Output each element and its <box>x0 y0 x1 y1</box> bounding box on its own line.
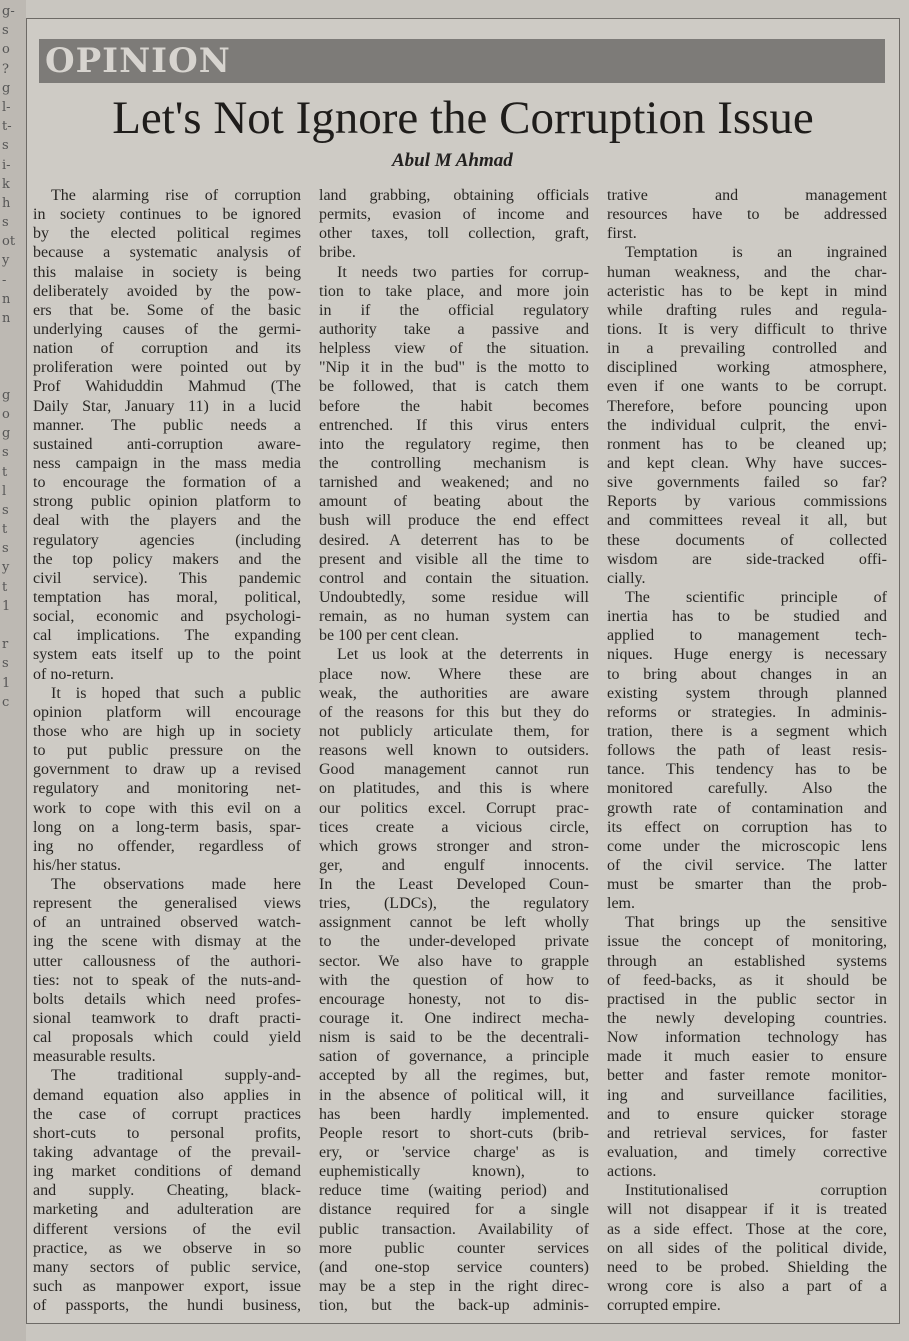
margin-fragment-line: y <box>2 253 10 269</box>
margin-fragment-line: o <box>2 42 10 58</box>
margin-fragment-line: g <box>2 426 11 442</box>
article-line: must be smarter than the prob- <box>607 876 887 894</box>
article-line: tarnished and weakened; and no <box>319 474 589 492</box>
article-line: marketing and adulteration are <box>33 1201 301 1219</box>
article-line: permits, evasion of income and <box>319 206 589 224</box>
article-line: of an untrained observed watch- <box>33 914 301 932</box>
article-line: bribe. <box>319 244 356 262</box>
article-line: proliferation were pointed out by <box>33 359 301 377</box>
article-line: and supply. Cheating, black- <box>33 1182 301 1200</box>
margin-fragment-line: s <box>2 656 9 672</box>
article-line: control and contain the situation. <box>319 569 589 587</box>
margin-fragment-line: s <box>2 138 9 154</box>
byline: Abul M Ahmad <box>392 150 513 171</box>
article-line: need to be probed. Shielding the <box>607 1258 887 1276</box>
article-line: different versions of the evil <box>33 1220 301 1238</box>
article-line: to the under-developed private <box>319 933 589 951</box>
article-line: weak, the authorities are aware <box>319 684 589 702</box>
article-line: tions. It is very difficult to thrive <box>607 320 887 338</box>
article-line: deal with the players and the <box>33 512 301 530</box>
article-line: demand equation also applies in <box>33 1086 301 1104</box>
article-line: his/her status. <box>33 856 121 874</box>
article-line: the case of corrupt practices <box>33 1105 301 1123</box>
article-line: Institutionalised corruption <box>625 1182 887 1200</box>
article-line: disciplined working atmosphere, <box>607 359 887 377</box>
margin-fragment-line: 1 <box>2 675 11 691</box>
article-line: may be a step in the right direc- <box>319 1278 589 1296</box>
article-line: tion to take place, and more join <box>319 282 589 300</box>
article-line: to bring about changes in an <box>607 665 887 683</box>
article-line: ger, and engulf innocents. <box>319 856 589 874</box>
article-line: long on a long-term basis, spar- <box>33 818 301 836</box>
article-line: while drafting rules and regula- <box>607 301 887 319</box>
article-line: be 100 per cent clean. <box>319 627 459 645</box>
article-line: sional teamwork to draft practi- <box>33 1010 301 1028</box>
article-column-3 <box>607 186 887 1326</box>
article-line: cal implications. The expanding <box>33 627 301 645</box>
article-line: the controlling mechanism is <box>319 454 589 472</box>
article-line: by the elected political regimes <box>33 225 301 243</box>
article-line: applied to management tech- <box>607 627 887 645</box>
article-line: tries, (LDCs), the regulatory <box>319 895 589 913</box>
article-line: first. <box>607 225 637 243</box>
article-line: because a systematic analysis of <box>33 244 301 262</box>
article-line: better and faster remote monitor- <box>607 1067 887 1085</box>
article-line: the individual culprit, the envi- <box>607 416 887 434</box>
margin-fragment-line: n <box>2 311 11 326</box>
article-line: Undoubtedly, some residue will <box>319 588 589 606</box>
article-line: the newly developing countries. <box>607 1010 887 1028</box>
article-line: represent the generalised views <box>33 895 301 913</box>
article-line: nism is said to be the decentrali- <box>319 1029 589 1047</box>
article-line: Daily Star, January 11) in a lucid <box>33 397 301 415</box>
article-frame <box>26 18 900 1324</box>
article-line: underlying causes of the germi- <box>33 320 301 338</box>
margin-fragment-line: k <box>2 176 10 192</box>
article-line: encourage honesty, not to dis- <box>319 990 589 1008</box>
article-line: authority take a passive and <box>319 320 589 338</box>
margin-fragment-line: t <box>2 522 8 538</box>
article-line: will not disappear if it is treated <box>607 1201 887 1219</box>
article-line: ties: not to speak of the nuts-and- <box>33 971 301 989</box>
margin-fragment-line: h <box>2 195 11 211</box>
article-line: sation of governance, a principle <box>319 1048 589 1066</box>
article-line: Temptation is an ingrained <box>625 244 887 262</box>
margin-fragment-line <box>0 367 26 386</box>
article-line: on all sides of the political divide, <box>607 1239 887 1257</box>
article-line: social, economic and psychologi- <box>33 608 301 626</box>
margin-fragment-line: s <box>2 23 9 39</box>
article-line: In the Least Developed Coun- <box>319 876 589 894</box>
left-margin-fragment <box>0 0 26 1341</box>
article-line: helpless view of the situation. <box>319 340 589 358</box>
article-line: of no-return. <box>33 665 114 683</box>
article-line: human weakness, and the char- <box>607 263 887 281</box>
article-line: before the habit becomes <box>319 397 589 415</box>
margin-fragment-line: y <box>2 560 10 576</box>
article-line: the top policy makers and the <box>33 550 301 568</box>
margin-fragment-line: s <box>2 445 9 461</box>
article-line: regulatory and monitoring net- <box>33 780 301 798</box>
article-line: other taxes, toll collection, graft, <box>319 225 589 243</box>
article-line: wrong core is also a part of a <box>607 1278 887 1296</box>
article-line: sustained anti-corruption aware- <box>33 435 301 453</box>
article-line: regulatory agencies (including <box>33 531 301 549</box>
article-line: Let us look at the deterrents in <box>337 646 589 664</box>
article-line: many sectors of public service, <box>33 1258 301 1276</box>
article-column-2 <box>319 186 589 1326</box>
margin-fragment-line <box>0 616 26 635</box>
article-line: amount of beating about the <box>319 493 589 511</box>
article-line: tices create a vicious circle, <box>319 818 589 836</box>
article-line: civil service). This pandemic <box>33 569 301 587</box>
article-line: government to draw up a revised <box>33 761 301 779</box>
article-line: ing the scene with dismay at the <box>33 933 301 951</box>
article-line: not publicly articulate them, for <box>319 722 589 740</box>
article-line: ers that be. Some of the basic <box>33 301 301 319</box>
margin-fragment-line: t- <box>2 119 12 135</box>
article-line: remain, as no human system can <box>319 608 589 626</box>
article-line: tance. This tendency has to be <box>607 761 887 779</box>
article-line: existing system through planned <box>607 684 887 702</box>
article-line: trative and management <box>607 187 887 204</box>
margin-fragment-line: c <box>2 694 10 710</box>
article-line: tration, there is a segment which <box>607 722 887 740</box>
article-line: lem. <box>607 895 635 913</box>
section-banner <box>39 39 885 83</box>
article-line: ing market conditions of demand <box>33 1163 301 1181</box>
article-line: Good management cannot run <box>319 761 589 779</box>
article-line: (and one-stop service counters) <box>319 1258 589 1276</box>
article-line: place now. Where these are <box>319 665 589 683</box>
article-line: resources have to be addressed <box>607 206 887 224</box>
article-line: of feed-backs, as it should be <box>607 971 887 989</box>
article-line: assignment cannot be left wholly <box>319 914 589 932</box>
article-line: nation of corruption and its <box>33 340 301 358</box>
article-line: which grows stronger and stron- <box>319 837 589 855</box>
article-line: It needs two parties for corrup- <box>337 263 589 281</box>
article-line: follows the path of least resis- <box>607 742 887 760</box>
article-line: and to ensure quicker storage <box>607 1105 887 1123</box>
article-line: in if the official regulatory <box>319 301 589 319</box>
article-line: with the question of how to <box>319 971 589 989</box>
margin-fragment-line: ? <box>2 61 9 77</box>
article-line: as a side effect. Those at the core, <box>607 1220 887 1238</box>
article-line: system eats itself up to the point <box>33 646 301 664</box>
article-line: and retrieval services, for faster <box>607 1124 887 1142</box>
article-line: Therefore, before pouncing upon <box>607 397 887 415</box>
article-line: short-cuts to personal profits, <box>33 1124 301 1142</box>
margin-fragment-line: s <box>2 502 9 518</box>
article-line: taking advantage of the prevail- <box>33 1144 301 1162</box>
headline: Let's Not Ignore the Corruption Issue <box>112 92 814 144</box>
margin-fragment-line: l- <box>2 99 11 115</box>
article-line: actions. <box>607 1163 657 1181</box>
article-line: temptation has moral, political, <box>33 588 301 606</box>
margin-fragment-line: t <box>2 579 8 595</box>
article-line: deliberately avoided by the pow- <box>33 282 301 300</box>
article-line: ronment has to be cleaned up; <box>607 435 887 453</box>
article-line: corrupted empire. <box>607 1297 721 1315</box>
article-line: sector. We also have to grapple <box>319 952 589 970</box>
article-line: ness campaign in the mass media <box>33 454 301 472</box>
article-line: even if one wants to be corrupt. <box>607 378 887 396</box>
margin-fragment-line: - <box>2 272 7 288</box>
article-line: public transaction. Availability of <box>319 1220 589 1238</box>
article-line: present and visible all the time to <box>319 550 589 568</box>
article-line: The alarming rise of corruption <box>51 187 301 204</box>
article-line: into the regulatory regime, then <box>319 435 589 453</box>
article-line: and committees reveal it all, but <box>607 512 887 530</box>
article-line: monitored carefully. Also the <box>607 780 887 798</box>
margin-fragment-line <box>0 347 26 366</box>
article-line: tion, but the back-up adminis- <box>319 1297 589 1315</box>
article-line: its effect on corruption has to <box>607 818 887 836</box>
article-line: The traditional supply-and- <box>51 1067 301 1085</box>
article-line: acteristic has to be kept in mind <box>607 282 887 300</box>
article-line: of passports, the hundi business, <box>33 1297 301 1315</box>
article-line: our politics excel. Corrupt prac- <box>319 799 589 817</box>
article-line: accepted by all the regimes, but, <box>319 1067 589 1085</box>
article-line: issue the concept of monitoring, <box>607 933 887 951</box>
article-line: and kept clean. Why have succes- <box>607 454 887 472</box>
article-line: niques. Huge energy is necessary <box>607 646 887 664</box>
article-line: courage it. One indirect mecha- <box>319 1010 589 1028</box>
article-line: People resort to short-cuts (brib- <box>319 1124 589 1142</box>
margin-fragment-line: i- <box>2 157 11 173</box>
article-line: sive governments failed so far? <box>607 474 887 492</box>
article-line: inertia has to be studied and <box>607 608 887 626</box>
article-line: utter callousness of the authori- <box>33 952 301 970</box>
article-line: to put public pressure on the <box>33 742 301 760</box>
article-line: be followed, that is catch them <box>319 378 589 396</box>
article-line: of the reasons for this but they do <box>319 703 589 721</box>
article-line: Now information technology has <box>607 1029 887 1047</box>
article-line: Reports by various commissions <box>607 493 887 511</box>
article-line: entrenched. If this virus enters <box>319 416 589 434</box>
article-line: in society continues to be ignored <box>33 206 301 224</box>
article-line: to encourage the formation of a <box>33 474 301 492</box>
margin-fragment-line: t <box>2 464 8 480</box>
article-line: growth rate of contamination and <box>607 799 887 817</box>
margin-fragment-line: o <box>2 406 10 422</box>
article-line: reduce time (waiting period) and <box>319 1182 589 1200</box>
article-line: cal proposals which could yield <box>33 1029 301 1047</box>
article-line: practised in the public sector in <box>607 990 887 1008</box>
margin-fragment-line: s <box>2 541 9 557</box>
article-line: practice, as we observe in so <box>33 1239 301 1257</box>
article-line: cially. <box>607 569 646 587</box>
article-line: reasons well known to outsiders. <box>319 742 589 760</box>
article-line: such as manpower export, issue <box>33 1278 301 1296</box>
margin-fragment-line: 1 <box>2 598 11 614</box>
article-line: ing no offender, regardless of <box>33 837 301 855</box>
article-line: of the civil service. The latter <box>607 856 887 874</box>
article-line: land grabbing, obtaining officials <box>319 187 589 204</box>
article-line: "Nip it in the bud" is the motto to <box>319 359 589 377</box>
article-line: Prof Wahiduddin Mahmud (The <box>33 378 301 396</box>
margin-fragment-line: s <box>2 215 9 231</box>
margin-fragment-line: g <box>2 387 11 403</box>
article-line: The observations made here <box>51 876 301 894</box>
margin-fragment-line: l <box>2 483 7 499</box>
article-line: has been hardly implemented. <box>319 1105 589 1123</box>
article-line: distance required for a single <box>319 1201 589 1219</box>
article-line: It is hoped that such a public <box>51 684 301 702</box>
article-line: bolts details which need profes- <box>33 990 301 1008</box>
article-line: those who are high up in society <box>33 722 301 740</box>
article-line: desired. A deterrent has to be <box>319 531 589 549</box>
article-column-1 <box>33 186 301 1326</box>
article-line: The scientific principle of <box>625 588 887 606</box>
article-line: on platitudes, and this is where <box>319 780 589 798</box>
margin-fragment-line: g <box>2 80 11 96</box>
section-label: OPINION <box>45 41 231 81</box>
article-line: made it much easier to ensure <box>607 1048 887 1066</box>
article-line: work to cope with this evil on a <box>33 799 301 817</box>
article-line: in a prevailing controlled and <box>607 340 887 358</box>
margin-fragment-line: g- <box>2 4 15 19</box>
article-line: opinion platform will encourage <box>33 703 301 721</box>
article-line: That brings up the sensitive <box>625 914 887 932</box>
article-line: wisdom are side-tracked offi- <box>607 550 887 568</box>
article-line: in the absence of political will, it <box>319 1086 589 1104</box>
article-line: through an established systems <box>607 952 887 970</box>
article-line: these documents of collected <box>607 531 887 549</box>
margin-fragment-line <box>0 328 26 347</box>
article-line: strong public opinion platform to <box>33 493 301 511</box>
article-line: euphemistically known), to <box>319 1163 589 1181</box>
article-line: evaluation, and timely corrective <box>607 1144 887 1162</box>
article-line: more public counter services <box>319 1239 589 1257</box>
article-line: this malaise in society is being <box>33 263 301 281</box>
margin-fragment-line: n <box>2 291 11 307</box>
article-line: manner. The public needs a <box>33 416 301 434</box>
margin-fragment-line: r <box>2 637 9 653</box>
article-line: measurable results. <box>33 1048 156 1066</box>
article-line: bush will produce the end effect <box>319 512 589 530</box>
article-line: ing and surveillance facilities, <box>607 1086 887 1104</box>
article-line: reforms or strategies. In adminis- <box>607 703 887 721</box>
margin-fragment-line: ot <box>2 234 16 250</box>
article-line: ery, or 'service charge' as is <box>319 1144 589 1162</box>
article-line: come under the microscopic lens <box>607 837 887 855</box>
